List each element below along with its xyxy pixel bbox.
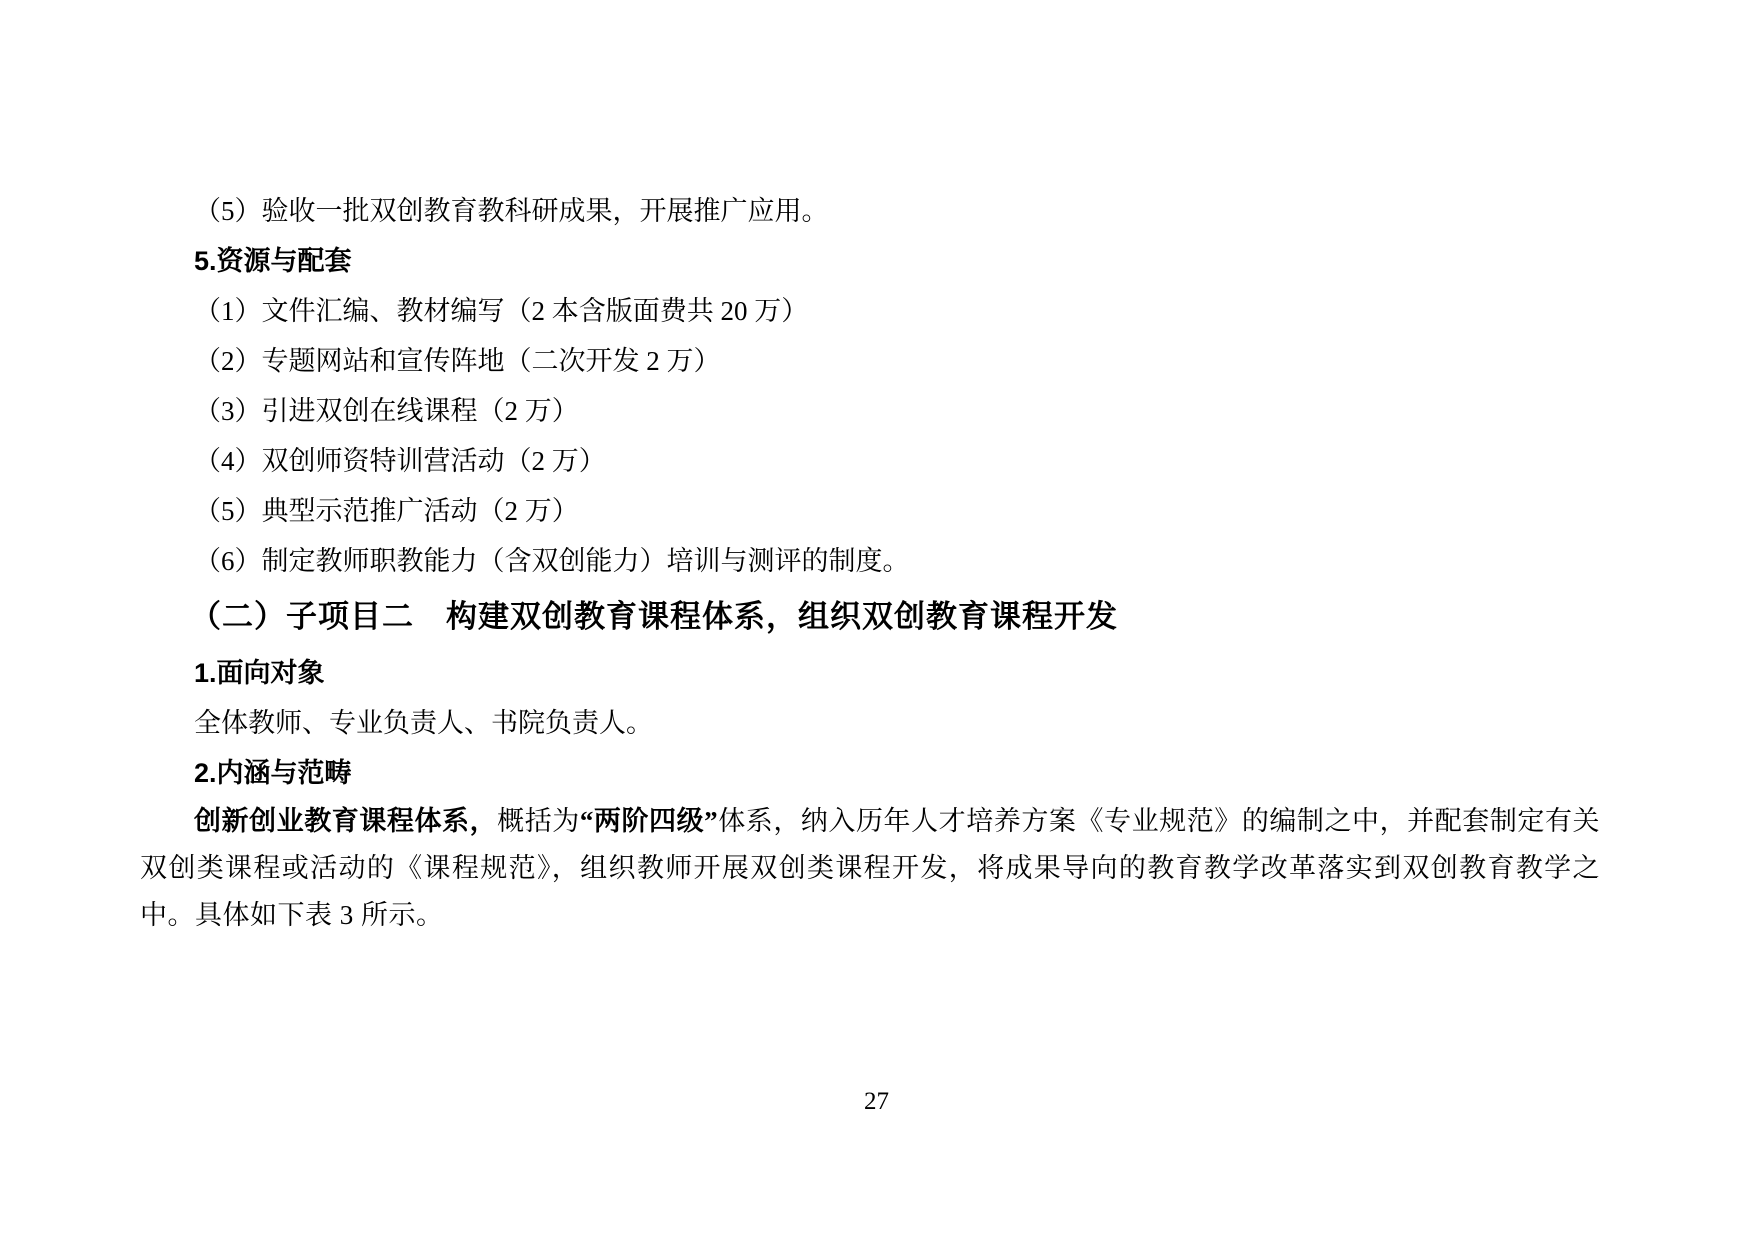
resource-item-5: （5）典型示范推广活动（2 万） xyxy=(194,496,579,526)
heading-scope: 2.内涵与范畴 xyxy=(194,758,352,788)
heading-resources: 5.资源与配套 xyxy=(194,246,352,276)
heading-target-audience: 1.面向对象 xyxy=(194,658,325,688)
resource-item-6: （6）制定教师职教能力（含双创能力）培训与测评的制度。 xyxy=(194,546,910,576)
paragraph-bold-quote: “两阶四级” xyxy=(579,806,719,836)
resource-item-1: （1）文件汇编、教材编写（2 本含版面费共 20 万） xyxy=(194,296,809,326)
page-number: 27 xyxy=(864,1088,889,1115)
list-item-achievements: （5）验收一批双创教育教科研成果，开展推广应用。 xyxy=(194,196,829,226)
page-content xyxy=(140,186,1600,939)
resource-item-3: （3）引进双创在线课程（2 万） xyxy=(194,396,579,426)
paragraph-normal-1: 概括为 xyxy=(497,806,580,836)
body-paragraph xyxy=(140,798,1600,939)
paragraph-bold-lead: 创新创业教育课程体系， xyxy=(194,806,498,836)
paragraph-normal-2: 体系，纳入历年人才培养方案《专业规范》的编制之中，并配套制定有关双创类课程或活动的《课程规范》，组织教师开展双创类课程开发，将成果导向的教育教学改革落实到双创教育教学之中。具体如下表 3 所示。 xyxy=(140,806,1601,930)
resource-item-4: （4）双创师资特训营活动（2 万） xyxy=(194,446,606,476)
audience-text: 全体教师、专业负责人、书院负责人。 xyxy=(194,708,653,738)
section-heading-subproject-2: （二）子项目二 构建双创教育课程体系，组织双创教育课程开发 xyxy=(190,599,1118,634)
resource-item-2: （2）专题网站和宣传阵地（二次开发 2 万） xyxy=(194,346,721,376)
